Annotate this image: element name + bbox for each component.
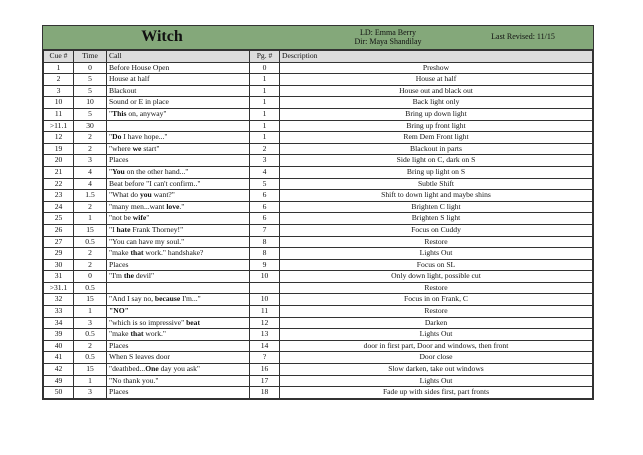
cue-call xyxy=(107,306,250,318)
call-text: "NO" xyxy=(109,306,129,316)
table-row xyxy=(44,74,593,86)
cue-call xyxy=(107,108,250,120)
table-row xyxy=(44,306,593,318)
cue-description: Focus on SL xyxy=(280,259,593,271)
cue-number: 10 xyxy=(44,97,74,109)
page-number: 1 xyxy=(250,108,280,120)
call-text: " xyxy=(146,213,150,223)
call-text: love xyxy=(166,201,180,211)
cue-number: 50 xyxy=(44,387,74,399)
call-text: Places xyxy=(109,155,129,165)
table-row xyxy=(44,62,593,74)
page-number: 2 xyxy=(250,143,280,155)
page-number: 9 xyxy=(250,259,280,271)
call-text: work." handshake? xyxy=(143,248,204,258)
cue-call xyxy=(107,74,250,86)
cue-time: 3 xyxy=(74,387,107,399)
cue-call xyxy=(107,387,250,399)
table-row xyxy=(44,201,593,213)
cue-time: 2 xyxy=(74,132,107,144)
page-number: 12 xyxy=(250,317,280,329)
cue-call xyxy=(107,317,250,329)
cue-call xyxy=(107,224,250,236)
cue-time: 1 xyxy=(74,375,107,387)
cue-time: 1 xyxy=(74,306,107,318)
cue-call xyxy=(107,166,250,178)
table-row xyxy=(44,329,593,341)
call-text: "I xyxy=(109,224,117,234)
cue-time: 2 xyxy=(74,143,107,155)
cue-time: 1 xyxy=(74,213,107,225)
cue-time: 0.5 xyxy=(74,329,107,341)
cue-call xyxy=(107,271,250,283)
cue-time: 0 xyxy=(74,62,107,74)
page-number: 17 xyxy=(250,375,280,387)
call-text: You xyxy=(112,166,125,176)
page-number: 10 xyxy=(250,294,280,306)
cue-time: 15 xyxy=(74,224,107,236)
call-text: "I'm xyxy=(109,271,124,281)
call-text: This xyxy=(112,108,127,118)
last-revised: Last Revised: 11/15 xyxy=(491,32,555,41)
cue-description: Brighten C light xyxy=(280,201,593,213)
table-row xyxy=(44,387,593,399)
call-text: start" xyxy=(141,143,160,153)
cue-description: Lights Out xyxy=(280,248,593,260)
page-number: 8 xyxy=(250,236,280,248)
cue-description: Preshow xyxy=(280,62,593,74)
cue-call xyxy=(107,97,250,109)
cue-number: 41 xyxy=(44,352,74,364)
page-number: 13 xyxy=(250,329,280,341)
cue-number: 1 xyxy=(44,62,74,74)
cue-number: >11.1 xyxy=(44,120,74,132)
cue-time: 5 xyxy=(74,108,107,120)
cue-description: Fade up with sides first, part fronts xyxy=(280,387,593,399)
page-number: 5 xyxy=(250,178,280,190)
cue-call xyxy=(107,364,250,376)
call-text: Do xyxy=(112,132,122,142)
cue-time: 2 xyxy=(74,248,107,260)
call-text: "make xyxy=(109,329,131,339)
cue-description: Focus in on Frank, C xyxy=(280,294,593,306)
call-text: "which is so impressive" xyxy=(109,317,187,327)
table-row xyxy=(44,271,593,283)
cue-call xyxy=(107,201,250,213)
cue-number: 31 xyxy=(44,271,74,283)
page-number: 18 xyxy=(250,387,280,399)
cue-description: Bring up down light xyxy=(280,108,593,120)
call-text: Blackout xyxy=(109,85,137,95)
cue-number: 2 xyxy=(44,74,74,86)
cue-time: 5 xyxy=(74,85,107,97)
call-text: "where xyxy=(109,143,133,153)
cue-description: Restore xyxy=(280,306,593,318)
page-number: 6 xyxy=(250,213,280,225)
call-text: Beat before "I can't confirm.." xyxy=(109,178,201,188)
credits xyxy=(313,28,463,46)
col-call: Call xyxy=(107,51,250,63)
cue-number: 20 xyxy=(44,155,74,167)
cue-call xyxy=(107,132,250,144)
page-number: 14 xyxy=(250,340,280,352)
cue-number: 32 xyxy=(44,294,74,306)
cue-time: 1.5 xyxy=(74,190,107,202)
call-text: we xyxy=(132,143,142,153)
cue-call xyxy=(107,329,250,341)
cue-number: 34 xyxy=(44,317,74,329)
call-text: the xyxy=(123,271,134,281)
cue-number: 12 xyxy=(44,132,74,144)
cue-time: 3 xyxy=(74,317,107,329)
cue-description: Brighten S light xyxy=(280,213,593,225)
cue-number: 25 xyxy=(44,213,74,225)
call-text: that xyxy=(130,248,144,258)
cue-description: Focus on Cuddy xyxy=(280,224,593,236)
cue-number: 40 xyxy=(44,340,74,352)
cue-number: 24 xyxy=(44,201,74,213)
call-text: ." xyxy=(179,201,185,211)
call-text: House at half xyxy=(109,74,150,84)
call-text: "And I say no, xyxy=(109,294,155,304)
cue-number: 42 xyxy=(44,364,74,376)
call-text: because xyxy=(154,294,181,304)
cue-sheet xyxy=(42,25,594,400)
page-number: 11 xyxy=(250,306,280,318)
cue-time: 0.5 xyxy=(74,282,107,294)
cue-call xyxy=(107,85,250,97)
call-text: "No thank you." xyxy=(109,375,159,385)
call-text: Sound or E in place xyxy=(109,97,169,107)
page-number: 7 xyxy=(250,224,280,236)
table-row xyxy=(44,317,593,329)
cue-description: Only down light, possible cut xyxy=(280,271,593,283)
cue-number: 29 xyxy=(44,248,74,260)
cue-time: 4 xyxy=(74,166,107,178)
call-text: When S leaves door xyxy=(109,352,170,362)
page-number: ? xyxy=(250,352,280,364)
col-cue: Cue # xyxy=(44,51,74,63)
cue-description: Restore xyxy=(280,282,593,294)
cue-number: 21 xyxy=(44,166,74,178)
cue-number: 26 xyxy=(44,224,74,236)
cue-description: Back light only xyxy=(280,97,593,109)
cue-number: 33 xyxy=(44,306,74,318)
call-text: I'm..." xyxy=(180,294,201,304)
cue-time: 15 xyxy=(74,294,107,306)
table-row xyxy=(44,108,593,120)
page-number: 4 xyxy=(250,166,280,178)
cue-number: 39 xyxy=(44,329,74,341)
table-row xyxy=(44,236,593,248)
page-number: 1 xyxy=(250,85,280,97)
cue-time: 3 xyxy=(74,155,107,167)
cue-call xyxy=(107,62,250,74)
cue-call xyxy=(107,294,250,306)
col-page: Pg. # xyxy=(250,51,280,63)
call-text: Places xyxy=(109,259,129,269)
cue-number: 49 xyxy=(44,375,74,387)
call-text: " xyxy=(109,132,113,142)
call-text: beat xyxy=(186,317,200,327)
cue-description: Lights Out xyxy=(280,375,593,387)
col-description: Description xyxy=(280,51,593,63)
table-row xyxy=(44,120,593,132)
page-number: 6 xyxy=(250,201,280,213)
cue-description: door in first part, Door and windows, then front xyxy=(280,340,593,352)
cue-number: 11 xyxy=(44,108,74,120)
cue-time: 5 xyxy=(74,74,107,86)
call-text: work." xyxy=(143,329,167,339)
page-number: 0 xyxy=(250,62,280,74)
cue-time: 2 xyxy=(74,201,107,213)
cue-call xyxy=(107,340,250,352)
table-row xyxy=(44,294,593,306)
cue-time: 2 xyxy=(74,259,107,271)
cue-description: House at half xyxy=(280,74,593,86)
call-text: Places xyxy=(109,340,129,350)
page-number: 8 xyxy=(250,248,280,260)
table-row xyxy=(44,213,593,225)
table-row xyxy=(44,248,593,260)
call-text: "not be xyxy=(109,213,133,223)
cue-time: 0.5 xyxy=(74,236,107,248)
cue-call xyxy=(107,143,250,155)
page-number: 10 xyxy=(250,271,280,283)
call-text: "make xyxy=(109,248,131,258)
call-text: I have hope..." xyxy=(121,132,168,142)
call-text: Frank Thorney!" xyxy=(130,224,184,234)
call-text: "You can have my soul." xyxy=(109,236,185,246)
cue-call xyxy=(107,282,250,294)
table-row xyxy=(44,166,593,178)
cue-description: Bring up front light xyxy=(280,120,593,132)
cue-description: Restore xyxy=(280,236,593,248)
call-text: you xyxy=(139,190,152,200)
cue-call xyxy=(107,155,250,167)
page-number: 1 xyxy=(250,120,280,132)
cue-description: Door close xyxy=(280,352,593,364)
table-row xyxy=(44,178,593,190)
table-row xyxy=(44,352,593,364)
cue-time: 0 xyxy=(74,271,107,283)
call-text: wife xyxy=(132,213,147,223)
call-text: One xyxy=(145,364,159,374)
table-row xyxy=(44,97,593,109)
call-text: on the other hand..." xyxy=(124,166,189,176)
cue-number: 19 xyxy=(44,143,74,155)
cue-call xyxy=(107,352,250,364)
cue-number: 23 xyxy=(44,190,74,202)
cue-call xyxy=(107,213,250,225)
page-number: 3 xyxy=(250,155,280,167)
cue-time: 10 xyxy=(74,97,107,109)
cue-time: 2 xyxy=(74,340,107,352)
call-text: "many men...want xyxy=(109,201,167,211)
cue-description: Subtle Shift xyxy=(280,178,593,190)
table-row xyxy=(44,143,593,155)
table-row xyxy=(44,155,593,167)
cue-call xyxy=(107,248,250,260)
cue-call xyxy=(107,259,250,271)
show-title: Witch xyxy=(141,28,183,45)
cue-time: 4 xyxy=(74,178,107,190)
page-number: 1 xyxy=(250,132,280,144)
call-text: Places xyxy=(109,387,129,397)
cue-description: Slow darken, take out windows xyxy=(280,364,593,376)
table-row xyxy=(44,190,593,202)
call-text: "deathbed... xyxy=(109,364,146,374)
page-number: 1 xyxy=(250,97,280,109)
header-row xyxy=(44,51,593,63)
cue-description: Side light on C, dark on S xyxy=(280,155,593,167)
cue-time: 30 xyxy=(74,120,107,132)
table-row xyxy=(44,364,593,376)
cue-description: Rem Dem Front light xyxy=(280,132,593,144)
page-number: 16 xyxy=(250,364,280,376)
cue-call xyxy=(107,375,250,387)
table-row xyxy=(44,375,593,387)
cue-description: Bring up light on S xyxy=(280,166,593,178)
cue-description: Darken xyxy=(280,317,593,329)
cue-time: 15 xyxy=(74,364,107,376)
table-row xyxy=(44,224,593,236)
call-text: " xyxy=(109,166,113,176)
call-text: "What do xyxy=(109,190,140,200)
cue-description: Blackout in parts xyxy=(280,143,593,155)
lighting-designer: LD: Emma Berry xyxy=(360,28,416,37)
cue-number: 27 xyxy=(44,236,74,248)
call-text: that xyxy=(130,329,144,339)
cue-description: Lights Out xyxy=(280,329,593,341)
cue-number: 30 xyxy=(44,259,74,271)
page-number xyxy=(250,282,280,294)
cue-call xyxy=(107,236,250,248)
table-row xyxy=(44,259,593,271)
cue-call xyxy=(107,120,250,132)
table-row xyxy=(44,340,593,352)
page-number: 6 xyxy=(250,190,280,202)
call-text: Before House Open xyxy=(109,62,170,72)
cue-number: 3 xyxy=(44,85,74,97)
cue-description: House out and black out xyxy=(280,85,593,97)
table-row xyxy=(44,132,593,144)
table-row xyxy=(44,85,593,97)
cue-call xyxy=(107,178,250,190)
director: Dir: Maya Shandilay xyxy=(354,37,422,46)
title-bar xyxy=(43,26,593,50)
call-text: devil" xyxy=(133,271,155,281)
table-row xyxy=(44,282,593,294)
cue-description: Shift to down light and maybe shins xyxy=(280,190,593,202)
cue-time: 0.5 xyxy=(74,352,107,364)
call-text: " xyxy=(109,108,113,118)
page-number: 1 xyxy=(250,74,280,86)
col-time: Time xyxy=(74,51,107,63)
cue-number: >31.1 xyxy=(44,282,74,294)
call-text: day you ask" xyxy=(158,364,201,374)
call-text: on, anyway" xyxy=(126,108,167,118)
cue-table xyxy=(43,50,593,399)
cue-call xyxy=(107,190,250,202)
cue-number: 22 xyxy=(44,178,74,190)
call-text: want?" xyxy=(151,190,175,200)
call-text: hate xyxy=(116,224,131,234)
